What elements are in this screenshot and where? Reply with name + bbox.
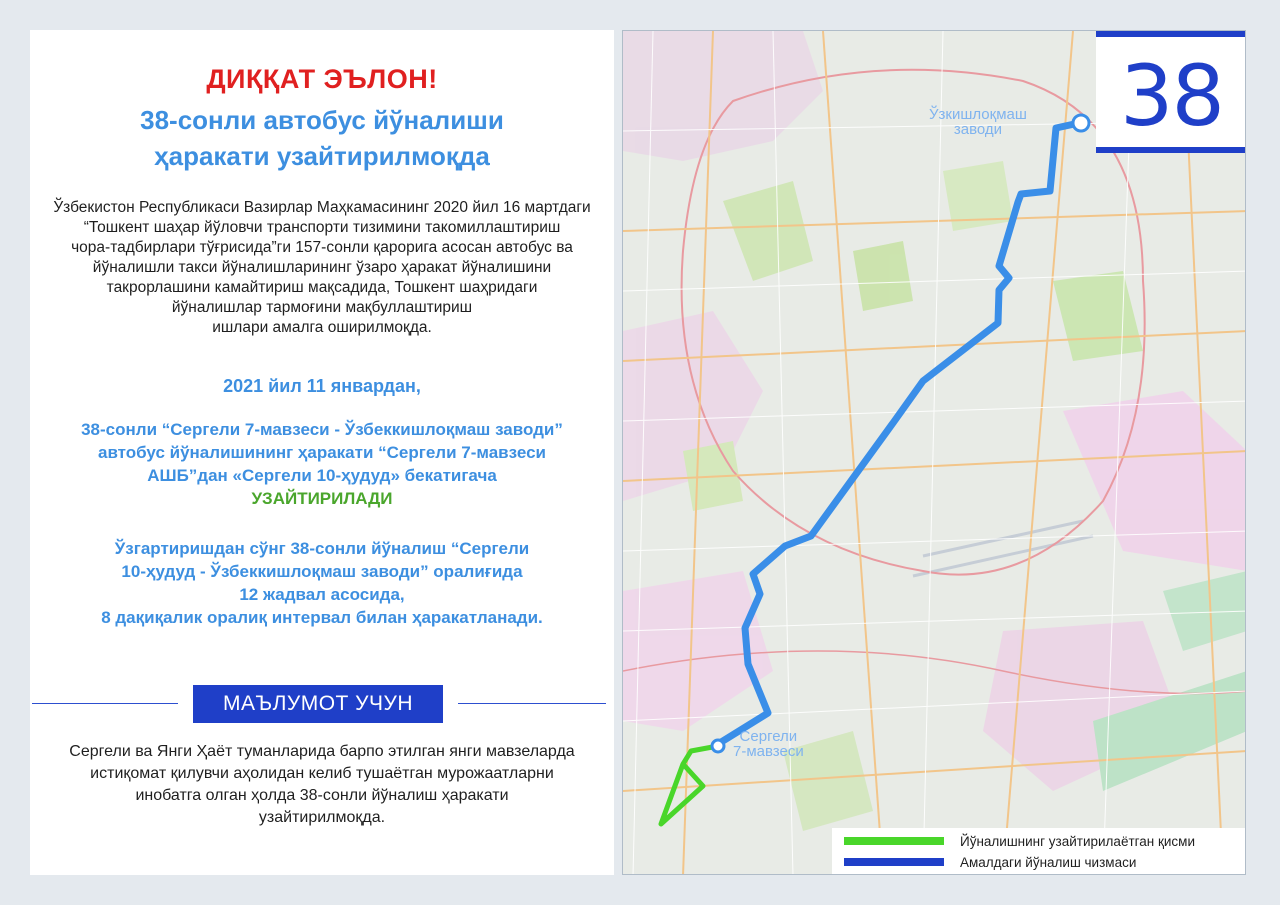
notice-panel [30, 30, 614, 875]
intro-paragraph [30, 198, 614, 338]
info-line: узайтирилмоқда. [258, 809, 386, 826]
legend-swatch-green [844, 837, 944, 845]
after-line: 12 жадвал асосида, [239, 585, 405, 604]
change-line: АШБ”дан «Сергели 10-ҳудуд» бекатигача [147, 466, 497, 485]
legend-label: Йўналишнинг узайтирилаётган қисми [960, 833, 1195, 849]
notice-title: ДИҚҚАТ ЭЪЛОН! [206, 64, 438, 94]
after-line: 8 дақиқалик оралиқ интервал билан ҳаракатланади. [101, 608, 543, 627]
stop-north-label [929, 107, 1027, 137]
change-line: 38-сонли “Сергели 7-мавзеси - Ўзбеккишлоқмаш заводи” [81, 420, 563, 439]
info-line: Сергели ва Янги Ҳаёт туманларида барпо этилган янги мавзеларда [69, 743, 575, 760]
divider-right [458, 703, 606, 704]
info-line: инобатга олган ҳолда 38-сонли йўналиш ҳаракати [135, 787, 509, 804]
info-line: истиқомат қилувчи аҳолидан келиб тушаётган мурожаатларни [90, 765, 554, 782]
intro-line: “Тошкент шаҳар йўловчи транспорти тизимини такомиллаштириш [83, 219, 561, 236]
stop-north-marker [1073, 115, 1089, 131]
after-line: Ўзгартиришдан сўнг 38-сонли йўналиш “Сергели [114, 539, 530, 558]
change-line: автобус йўналишининг ҳаракати “Сергели 7-мавзеси [97, 443, 546, 462]
info-paragraph [30, 741, 614, 829]
stop-south-line: Сергели [739, 728, 798, 745]
legend-item-current [844, 852, 1136, 872]
map-canvas [623, 31, 1246, 875]
legend-item-extension [844, 831, 1195, 851]
route-title [30, 102, 614, 174]
after-line: 10-ҳудуд - Ўзбеккишлоқмаш заводи” оралиғида [121, 562, 523, 581]
stop-south-marker [712, 740, 724, 752]
intro-line: такрорлашини камайтириш мақсадида, Тошкент шаҳридаги [106, 279, 538, 296]
stop-north-line: заводи [953, 121, 1003, 138]
change-paragraph [30, 418, 614, 510]
divider-left [32, 703, 178, 704]
effective-date: 2021 йил 11 январдан, [223, 376, 421, 396]
stop-north-line: Ўзкишлоқмаш [929, 106, 1027, 123]
intro-line: чора-тадбирлари тўғрисида”ги 157-сонли қарорига асосан автобус ва [71, 239, 573, 256]
after-change-paragraph [30, 537, 614, 629]
info-badge: МАЪЛУМОТ УЧУН [193, 685, 443, 723]
route-number: 38 [1120, 47, 1223, 145]
intro-line: Ўзбекистон Республикаси Вазирлар Маҳкамасининг 2020 йил 16 мартдаги [53, 199, 591, 216]
route-map [622, 30, 1246, 875]
change-highlight: УЗАЙТИРИЛАДИ [251, 489, 393, 508]
legend-label: Амалдаги йўналиш чизмаси [960, 854, 1137, 870]
intro-line: йўналишли такси йўналишларининг ўзаро ҳаракат йўналишини [92, 259, 552, 276]
map-legend [832, 828, 1246, 875]
legend-swatch-blue [844, 858, 944, 866]
stop-south-line: 7-мавзеси [733, 743, 804, 760]
route-number-box [1096, 31, 1246, 153]
stop-south-label [733, 729, 804, 759]
intro-line: йўналишлар тармоғини мақбуллаштириш [171, 299, 473, 316]
intro-line: ишлари амалга оширилмоқда. [212, 319, 432, 336]
park-area [853, 241, 913, 311]
route-title-line: ҳаракати узайтирилмоқда [154, 141, 490, 171]
route-title-line: 38-сонли автобус йўналиши [140, 105, 504, 135]
